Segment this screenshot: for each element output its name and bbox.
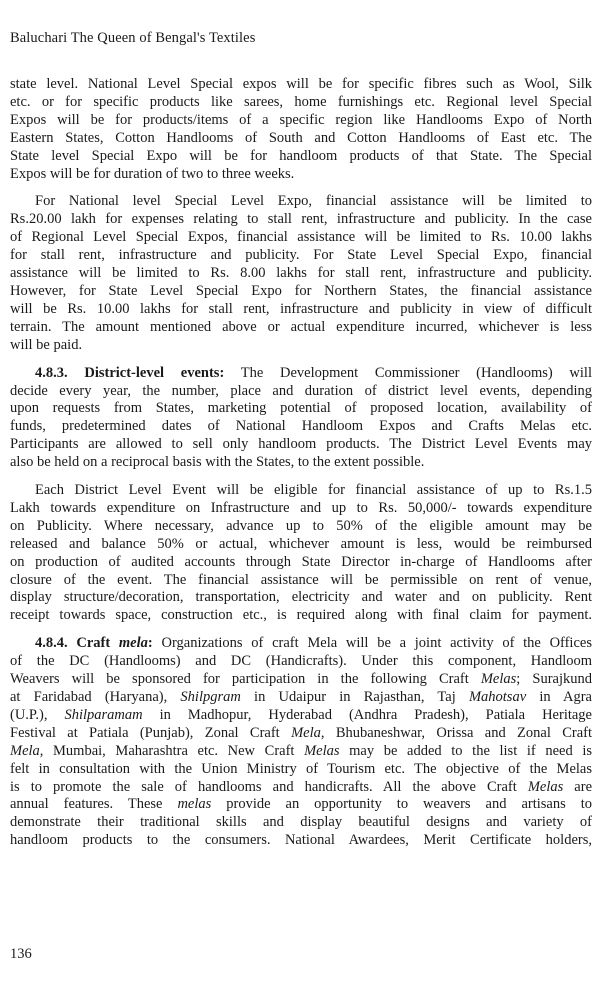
text-fragment: , Mumbai, Maharashtra etc. New Craft [39,742,305,759]
text-line: handloom products to the consumers. National Awardees, Merit Certificate holders, [10,832,592,849]
text-line: terrain. The amount mentioned above or actual expenditure incurred, whichever is less [10,318,592,335]
text-line: funds, predetermined dates of National Handloom Expos and Crafts Melas etc. [10,418,592,435]
text-fragment: annual features. These [10,796,178,813]
text-fragment: are [563,778,593,795]
text-line: on Publicity. Where necessary, advance up to 50% of the eligible amount may be [10,517,592,534]
text-line [10,796,592,814]
text-fragment: Mela [291,724,321,741]
text-line: etc. or for specific products like sarees, home furnishings etc. Regional level Special [10,93,592,110]
text-line: assistance will be limited to Rs. 8.00 lakhs for stall rent, infrastructure and publicity. [10,265,592,282]
text-fragment: Shilparamam [64,706,143,723]
text-fragment: melas [177,796,212,813]
text-line [10,743,592,761]
text-line: released and balance 50% or actual, whichever amount is less, would be reimbursed [10,535,592,552]
text-fragment: provide an opportunity to weavers and artisans to [211,796,592,813]
text-line: will be paid. [10,336,83,353]
text-line [10,365,592,383]
text-line: Eastern States, Cotton Handlooms of South and Cotton Handlooms of East etc. The [10,129,592,146]
text-fragment: Weavers will be sponsored for participation in the following Craft [10,671,481,688]
text-line [10,779,592,797]
text-line: For National level Special Level Expo, financial assistance will be limited to [35,193,592,210]
section-heading-4-8-3: 4.8.3. District-level events: [35,364,225,381]
text-fragment: Mahotsav [468,689,527,705]
text-fragment: in Agra [526,689,592,705]
text-line [10,725,592,743]
text-fragment: , Bhubaneshwar, Orissa and Zonal Craft [320,724,592,741]
text-line: decide every year, the number, place and duration of district level events, depending [10,382,592,399]
text-line: Expos will be for duration of two to three weeks. [10,165,295,182]
text-line [10,689,592,707]
page-number: 136 [10,946,32,962]
text-fragment: Festival at Patiala (Punjab), Zonal Craft [10,724,292,741]
text-line: Rs.20.00 lakh for expenses relating to stall rent, infrastructure and publicity. In the case [10,211,592,228]
paragraph-district-assistance [10,482,592,625]
heading-fragment: 4.8.4. Craft [35,635,119,652]
text-line: also be held on a reciprocal basis with the States, to the extent possible. [10,454,425,471]
text-fragment: ; Surajkund [516,671,592,688]
section-heading-4-8-4 [35,635,153,651]
text-fragment: Melas [480,671,517,688]
text-line [10,707,592,725]
text-fragment: Shilpgram [180,689,241,705]
text-fragment: Melas [527,778,564,795]
text-line [10,635,592,653]
text-line: Participants are allowed to sell only handloom products. The District Level Events may [10,436,592,453]
text-line: Lakh towards expenditure on Infrastructure and up to Rs. 50,000/- towards expenditure [10,499,592,516]
paragraph-financial-assistance [10,193,592,354]
text-fragment: Organizations of craft Mela will be a joint activity of the Offices [152,635,592,652]
running-title: Baluchari The Queen of Bengal's Textiles [10,30,256,46]
paragraph-craft-mela [10,635,592,850]
text-fragment: Melas [304,742,340,759]
text-fragment: Mela [10,742,40,759]
text-line: demonstrate their traditional skills and display beautiful designs and variety of [10,814,592,831]
text-fragment: The Development Commissioner (Handlooms) will [224,364,592,381]
paragraph-special-expos [10,76,592,183]
text-line: state level. National Level Special expos will be for specific fibres such as Wool, Silk [10,76,592,92]
text-line: will be Rs. 10.00 lakhs for stall rent, infrastructure and publicity in view of difficult [10,300,592,317]
body-text [10,76,592,850]
text-fragment: in Udaipur in Rajasthan, Taj [240,689,469,705]
text-line: upon requests from States, marketing potential of proposed location, availability of [10,400,592,417]
text-fragment: in Madhopur, Hyderabad (Andhra Pradesh), Patiala Heritage [142,706,592,723]
text-line: on production of audited accounts through State Director in-charge of Handlooms after [10,553,592,570]
text-line: Expos will be for products/items of a specific region like Handlooms Expo of North [10,111,592,128]
text-line: Each District Level Event will be eligible for financial assistance of up to Rs.1.5 [35,482,592,499]
text-line: State level Special Expo will be for handloom products of that State. The Special [10,147,592,164]
text-line: of Regional Level Special Expos, financial assistance will be limited to Rs. 10.00 lakhs [10,229,592,246]
text-line: receipt towards space, construction etc., is required along with final claim for payment. [10,607,592,624]
text-fragment: at Faridabad (Haryana), [10,689,181,705]
text-line: closure of the event. The financial assistance will be permissible on rent of venue, [10,571,592,588]
heading-fragment: mela [118,635,148,652]
paragraph-district-events [10,365,592,472]
text-line: felt in consultation with the Union Ministry of Tourism etc. The objective of the Melas [10,760,592,777]
text-line: However, for State Level Special Expo for Northern States, the financial assistance [10,282,592,299]
text-fragment: is to promote the sale of handlooms and handicrafts. All the above Craft [10,778,528,795]
heading-fragment: : [147,635,153,652]
text-line: of the DC (Handlooms) and DC (Handicrafts). Under this component, Handloom [10,653,592,670]
text-line: display structure/decoration, transportation, electricity and water and on publicity. Rent [10,589,592,606]
text-line [10,671,592,689]
text-fragment: (U.P.), [10,706,65,723]
text-fragment: may be added to the list if need is [339,742,592,759]
text-line: for stall rent, infrastructure and publicity. For State Level Special Expo, financial [10,247,592,264]
